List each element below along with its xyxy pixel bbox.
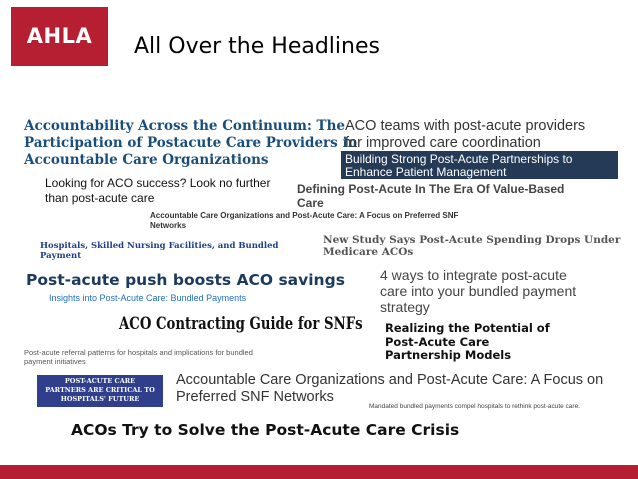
headline-new-study [323, 234, 620, 258]
headline-looking-for-aco-success [45, 176, 270, 206]
headline-accountability-continuum [24, 118, 357, 169]
headline-line: Participation of Postacute Care Providers in [24, 135, 358, 151]
headline-insights-bundled: Insights into Post-Acute Care: Bundled Payments [49, 293, 247, 303]
headline-mandated-bundled: Mandated bundled payments compel hospitals to rethink post-acute care. [369, 403, 581, 410]
headline-line: Building Strong Post-Acute Partnerships to [345, 152, 573, 166]
ahla-logo [11, 7, 108, 66]
headline-defining-post-acute [297, 182, 564, 210]
headline-aco-preferred-snf [176, 372, 603, 406]
headline-4-ways [380, 267, 576, 315]
headline-line: PARTNERS ARE CRITICAL TO [45, 386, 155, 394]
logo-text: AHLA [26, 24, 93, 48]
headline-line: strategy [380, 299, 430, 315]
headline-line: Care [297, 196, 324, 210]
headline-aco-teams [345, 118, 585, 152]
headline-line: POST-ACUTE CARE [64, 377, 136, 385]
headline-realizing-potential [385, 322, 550, 363]
headline-line: New Study Says Post-Acute Spending Drops Under [323, 234, 621, 246]
headline-hospitals-snf-bundled [40, 241, 278, 261]
headline-line: Partnership Models [385, 348, 512, 362]
headline-referral-patterns [24, 348, 253, 366]
headline-line: Preferred SNF Networks [176, 389, 334, 405]
headline-line: Looking for ACO success? Look no further [45, 176, 271, 190]
headline-acos-try-to-solve: ACOs Try to Solve the Post-Acute Care Crisis [71, 421, 460, 439]
headline-aco-contracting-guide: ACO Contracting Guide for SNFs [119, 314, 363, 334]
headline-line: Enhance Patient Management [345, 165, 507, 179]
headline-line: HOSPITALS' FUTURE [60, 395, 140, 403]
headline-building-partnerships [341, 151, 618, 179]
headline-line: payment initiatives [24, 357, 86, 366]
headline-line: care into your bundled payment [380, 283, 577, 299]
headline-line: Realizing the Potential of [385, 321, 550, 335]
headline-line: Networks [150, 221, 187, 230]
headline-line: Accountable Care Organizations and Post-Acute Care: A Focus on Preferred SNF [150, 211, 459, 220]
bottom-accent-bar [0, 465, 638, 479]
headline-line: Defining Post-Acute In The Era Of Value-Based [297, 182, 565, 196]
headline-line: Accountability Across the Continuum: The [24, 118, 345, 134]
headline-line: Post-acute referral patterns for hospitals and implications for bundled [24, 348, 253, 357]
headline-line: Accountable Care Organizations and Post-Acute Care: A Focus on [176, 372, 604, 388]
headline-line: 4 ways to integrate post-acute [380, 267, 567, 283]
headline-line: Payment [40, 251, 82, 261]
slide-title: All Over the Headlines [134, 34, 380, 59]
headline-line: Post-Acute Care [385, 334, 490, 349]
headline-post-acute-push: Post-acute push boosts ACO savings [26, 271, 345, 289]
headline-preferred-snf-small [150, 211, 458, 231]
headline-partners-critical [37, 375, 163, 407]
headline-line: Medicare ACOs [323, 246, 414, 258]
headline-line: Accountable Care Organizations [24, 152, 269, 168]
headline-line: than post-acute care [45, 191, 155, 205]
headline-line: Hospitals, Skilled Nursing Facilities, and Bundled [40, 241, 279, 251]
headline-line: ACO teams with post-acute providers [345, 118, 586, 134]
headline-line: for improved care coordination [345, 135, 541, 151]
